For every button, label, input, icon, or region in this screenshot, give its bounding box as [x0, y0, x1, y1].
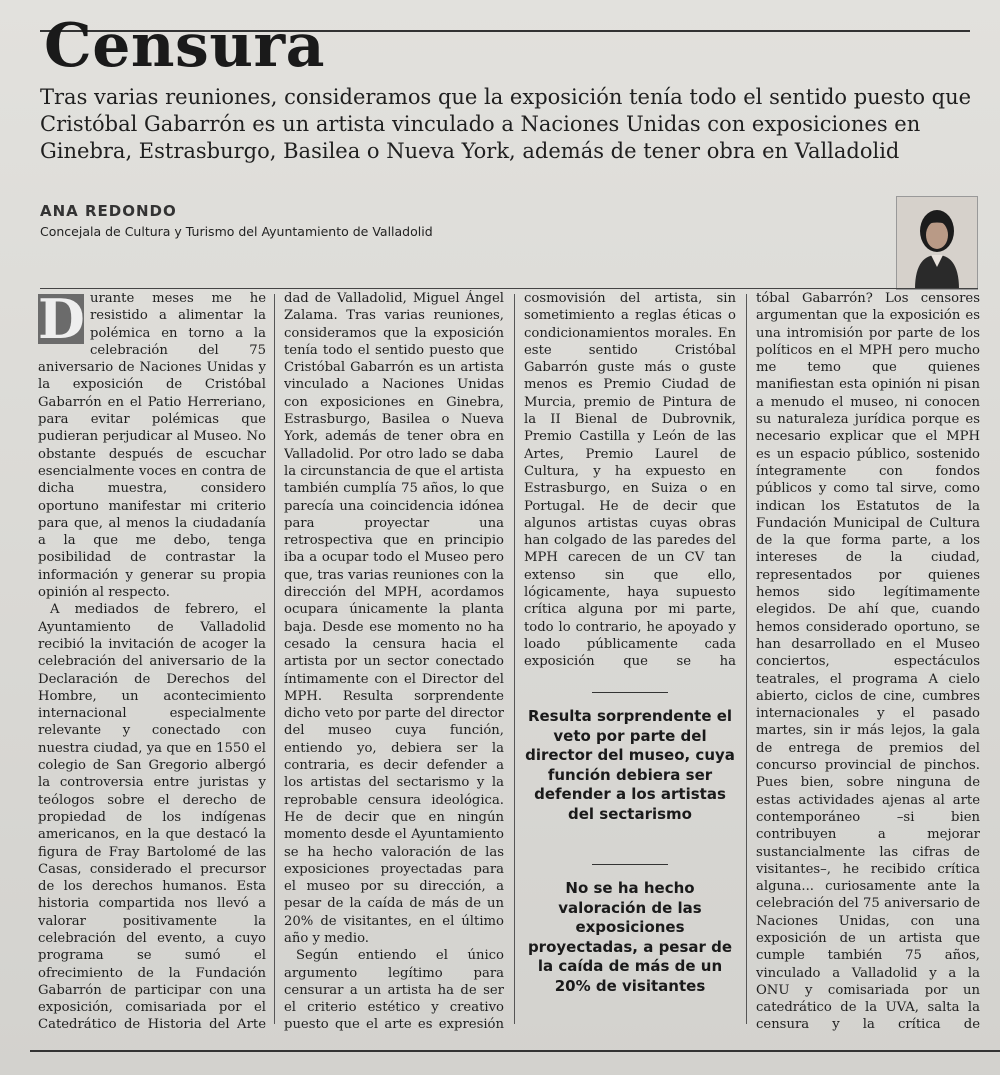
paragraph: A mediados de febrero, el Ayuntamiento de Valladolid recibió la invitación de acoger la celebración del aniversario de la Declaración de Derechos del Hombre, un acontecimiento internacional especialmente relevante y conectado con nuestra ciudad, ya que en 1550 el colegio de San Gregorio albergó la controversia entre juristas y teólogos sobre el derecho de propiedad de los indígenas americanos, en la que destacó la figura de Fray Bartolomé de las Casas, considerado el precursor de los derechos humanos. Esta historia compartida nos llevó a valorar positivamente la celebración del evento, a cuyo programa se sumó el ofrecimiento de la Fundación Gabarrón de participar con una exposición, comisariada por el Catedrático de Historia del Arte	[38, 602, 266, 1032]
drop-cap: D	[38, 290, 85, 351]
column-divider	[274, 294, 275, 1024]
bottom-rule	[30, 1050, 1000, 1052]
article-column-3	[524, 290, 736, 672]
pull-quote-text: Resulta sorprendente el veto por parte del director del museo, cuya función debiera ser defender a los artistas del sectarismo	[525, 707, 735, 823]
pull-quote-rule	[592, 692, 668, 693]
author-name: ANA REDONDO	[40, 202, 177, 220]
portrait-icon	[897, 197, 977, 289]
paragraph: Según entiendo el único argumento legítimo para censurar a un artista ha de ser el criterio estético y creativo puesto que el arte es expresión	[284, 948, 504, 1032]
article-body	[38, 290, 983, 1035]
paragraph: cosmovisión del artista, sin sometimiento a reglas éticas o condicionamientos morales. En este sentido Cristóbal Gabarrón guste más o guste menos es Premio Ciudad de Murcia, premio de Pintura de la II Bienal de Dubrovnik, Premio Castilla y León de las Artes, Premio Laurel de Cultura, y ha expuesto en Estrasburgo, en Suiza o en Portugal. He de decir que algunos artistas cuyas obras han colgado de las paredes del MPH carecen de un CV tan extenso sin que ello, lógicamente, haya supuesto crítica alguna por mi parte, todo lo contrario, he apoyado y loado públicamente cada exposición que se ha	[524, 291, 736, 670]
author-portrait	[896, 196, 978, 290]
page-title: Censura	[44, 11, 325, 81]
paragraph	[38, 290, 266, 601]
article-column-4	[756, 290, 980, 1032]
pull-quote-2	[524, 864, 736, 996]
column-divider	[514, 294, 515, 1024]
column-divider	[746, 294, 747, 1024]
pull-quote-text: No se ha hecho valoración de las exposiciones proyectadas, a pesar de la caída de más de un 20% de visitantes	[527, 879, 733, 995]
lead-paragraph: Tras varias reuniones, consideramos que la exposición tenía todo el sentido puesto que Cristóbal Gabarrón es un artista vinculado a Naciones Unidas con exposiciones en Ginebra, Estrasburgo, Basilea o Nueva York, además de tener obra en Valladolid	[40, 85, 972, 163]
paragraph: tóbal Gabarrón? Los censores argumentan que la exposición es una intromisión por parte de los políticos en el MPH pero mucho me temo que quienes manifiestan esta opinión ni pisan a menudo el museo, ni conocen su naturaleza jurídica porque es necesario explicar que el MPH es un espacio público, sostenido íntegramente con fondos públicos y como tal sirve, como indican los Estatutos de la Fundación Municipal de Cultura de la que forma parte, a los intereses de la ciudad, representados por quienes hemos sido legítimamente elegidos. De ahí que, cuando hemos considerado oportuno, se han desarrollado en el Museo conciertos, espectáculos teatrales, el programa A cielo abierto, ciclos de cine, cumbres internacionales y el pasado martes, sin ir más lejos, la gala de entrega de premios del concurso provincial de pinchos. Pues bien, sobre ninguna de estas actividades ajenas al arte contemporáneo –si bien contribuyen a mejorar sustancialmente las cifras de visitantes–, he recibido crítica alguna... curiosamente ante la celebración del 75 aniversario de Naciones Unidas, con una exposición de un artista que cumple también 75 años, vinculado a Valladolid y a la ONU y comisariada por un catedrático de la UVA, salta la censura y la crítica de	[756, 291, 980, 1032]
paragraph-text: urante meses me he resistido a alimentar la polémica en torno a la celebración del 75 aniversario de Naciones Unidas y la exposición de Cristóbal Gabarrón en el Patio Herreriano, para evitar polémicas que pudieran perjudicar al Museo. No obstante después de escuchar esencialmente voces en contra de dicha muestra, considero oportuno manifestar mi criterio para que, al menos la ciudadanía a la que me debo, tenga posibilidad de contrastar la información y generar su propia opinión al respecto.	[38, 291, 266, 601]
article-column-2	[284, 290, 504, 1032]
author-role: Concejala de Cultura y Turismo del Ayuntamiento de Valladolid	[40, 224, 433, 239]
pull-quote-rule	[592, 864, 668, 865]
paragraph: dad de Valladolid, Miguel Ángel Zalama. Tras varias reuniones, consideramos que la exposición tenía todo el sentido puesto que Cristóbal Gabarrón es un artista vinculado a Naciones Unidas con exposiciones en Ginebra, Estrasburgo, Basilea o Nueva York, además de tener obra en Valladolid. Por otro lado se daba la circunstancia de que el artista también cumplía 75 años, lo que parecía una coincidencia idónea para proyectar una retrospectiva que en principio iba a ocupar todo el Museo pero que, tras varias reuniones con la dirección del MPH, acordamos ocupara únicamente la planta baja. Desde ese momento no ha cesado la censura hacia el artista por un sector conectado íntimamente con el Director del MPH. Resulta sorprendente dicho veto por parte del director del museo cuya función, entiendo yo, debiera ser la contraria, es decir defender a los artistas del sectarismo y la reprobable censura ideológica. He de decir que en ningún momento desde el Ayuntamiento se ha hecho valoración de las exposiciones proyectadas para el museo por su dirección, a pesar de la caída de más de un 20% de visitantes, en el último año y medio.	[284, 291, 504, 946]
pull-quote-1	[524, 692, 736, 824]
header-divider	[40, 288, 978, 289]
article-column-1	[38, 290, 266, 1032]
